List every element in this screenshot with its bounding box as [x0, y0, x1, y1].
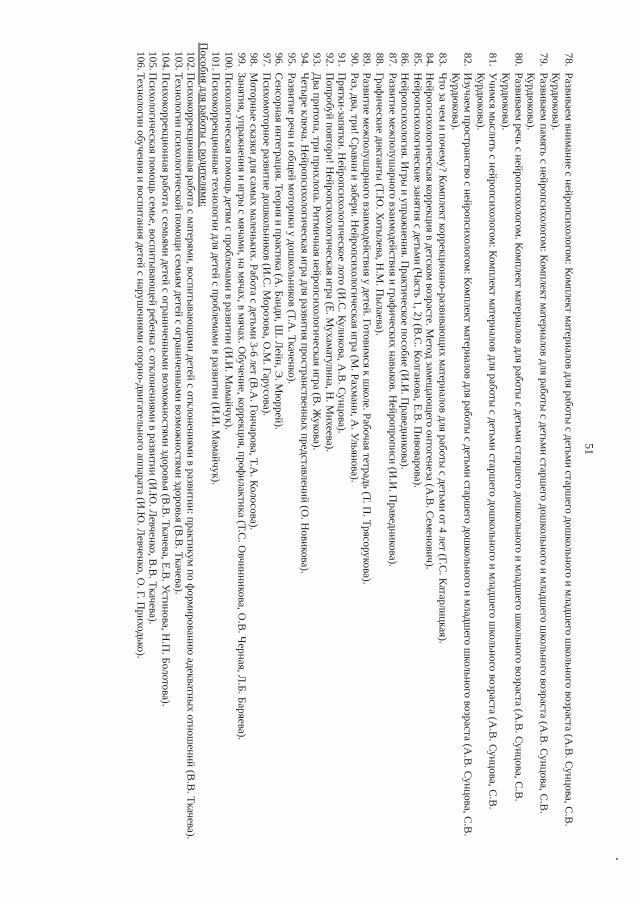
item-number: 99. [234, 52, 247, 66]
item-text: Развитие межполушарного взаимодействия и графических навыков. Нейропрописи (И.И. Праведникова). [385, 72, 398, 567]
item-text: Что за чем и почему? Комплект коррекционно-развивающих материалов для работы с детьми от 4 лет (Г.С. Катарлицкая). [436, 72, 449, 644]
item-number: 94. [297, 52, 310, 66]
item-text: Нейропсихологические занятия с детьми (Часть 1, 2) (В.С. Колганова, Е.В. Пивоварова). [410, 72, 423, 488]
list-item [435, 42, 448, 855]
item-text: Два притопа, три прихлопа. Ритмичная нейропсихологическая игра (В. Жукова). [310, 72, 323, 450]
list-item [524, 42, 549, 855]
item-text: Моторные сказки для самых маленьких. Работа с детьми 3-6 лет (В.А. Гончарова, Т.А. Колосова). [247, 72, 260, 530]
list-item [310, 42, 323, 855]
item-text: Психокоррекционная работа с семьями детей с ограниченными возможностями здоровья (В.В. Ткачева, Е.В. Устинова, Н.П. Болотова). [159, 72, 171, 706]
scan-speck [616, 858, 618, 860]
item-number: 79. [536, 52, 549, 66]
item-text: Технологии психологической помощи семьям детей с ограниченными возможностями здоровья (В.В. Ткачева). [171, 72, 184, 595]
rotated-page [40, 36, 600, 861]
item-text: Попробуй повтори! Нейропсихологическая игра (Е. Мухаматулина, Н. Михеева). [322, 72, 335, 452]
item-number: 96. [272, 52, 285, 66]
item-number: 81. [486, 52, 499, 66]
list-item [423, 42, 436, 855]
item-number: 88. [373, 52, 386, 66]
list-item [549, 42, 574, 855]
list-item [448, 42, 473, 855]
item-text: Изучаем пространство с нейропсихологом: Комплект материалов для работы с детьми старшего дошкольного и младшего школьного возраста (А.В. Сунцова, С.В. Курдюкова). [448, 72, 474, 836]
item-number: 90. [347, 52, 360, 66]
list-item [171, 42, 184, 855]
list-item [133, 42, 146, 855]
list-item [247, 42, 260, 855]
item-number: 105. [146, 50, 159, 70]
item-text: Психокоррекционные технологии для детей с проблемами в развитии (И.И. Мамайчук). [209, 72, 222, 485]
item-number: 84. [423, 52, 436, 66]
item-text: Нейропсихология. Игры и упражнения. Практическое пособие (И.И. Праведникова). [398, 72, 411, 469]
list-item [158, 42, 171, 855]
section-heading-parents: Пособия для работы с родителями: [196, 42, 209, 207]
list-item [272, 42, 285, 855]
item-number: 82. [461, 52, 474, 66]
list-item [385, 42, 398, 855]
item-number: 106. [133, 50, 146, 70]
item-number: 97. [259, 52, 272, 66]
list-item [360, 42, 373, 855]
item-text: Технологии обучения и воспитания детей с нарушениями опорно-двигательного аппарата (И.Ю. Левченко, О. Г. Приходько). [133, 72, 146, 659]
item-number: 87. [385, 52, 398, 66]
item-number: 78. [562, 52, 574, 66]
item-text: Четыре ключа. Нейропсихологическая игра для развития пространственных представлений (О. Новикова). [297, 72, 310, 574]
item-number: 104. [159, 50, 171, 70]
list-item [473, 42, 498, 855]
item-number: 83. [436, 52, 449, 66]
item-number: 98. [247, 52, 260, 66]
list-item [335, 42, 348, 855]
literature-list [209, 42, 574, 855]
item-text: Графические диктанты (Т.Ю. Хотылева, Н.М. Пылаева). [373, 72, 386, 336]
list-item [184, 42, 197, 855]
reference-list [133, 42, 574, 855]
item-number: 101. [209, 50, 222, 70]
item-text: Развиваем память с нейропсихологом: Комплект материалов для работы с детьми старшего дошкольного и младшего школьного возраста (А.В. Сунцова, С.В. Курдюкова). [524, 72, 549, 814]
list-item [373, 42, 386, 855]
item-text: Развитие межполушарного взаимодействия у детей. Готовимся к школе. Рабочая тетрадь (Т. П. Трясорукова). [360, 72, 373, 584]
item-number: 102. [184, 50, 197, 70]
item-text: Психомоторное развитие дошкольников (И.С. Морозова, О.М. Гарусова). [259, 72, 272, 416]
list-item [146, 42, 159, 855]
list-item [221, 42, 234, 855]
list-item [410, 42, 423, 855]
item-text: Раз, два, три! Сравни и забери. Нейропсихологическая игра (М. Рахмани, А. Ульянова). [347, 72, 360, 483]
parents-literature-list [133, 42, 196, 855]
list-item [297, 42, 310, 855]
item-number: 93. [310, 52, 323, 66]
item-number: 89. [360, 52, 373, 66]
item-number: 100. [221, 50, 234, 70]
list-item [259, 42, 272, 855]
list-item [322, 42, 335, 855]
item-number: 85. [410, 52, 423, 66]
item-number: 86. [398, 52, 411, 66]
item-text: Нейропсихологическая коррекция в детском возрасте. Метод замещающего онтогенеза (А.В. Семенович). [423, 72, 436, 569]
item-text: Развиваем речь с нейропсихологом. Комплект материалов для работы с детьми старшего дошкольного и младшего школьного возраста (А.В. Сунцова, С.В. Курдюкова). [499, 72, 524, 801]
list-item [209, 42, 222, 855]
item-text: Занятия, упражнения и игры с мячами, на мячах, в мячах. Обучение, коррекция, профилактика (Т.С. Овчинникова, О.В. Черная, Л.Б. Баряева). [234, 72, 247, 740]
list-item [234, 42, 247, 855]
item-text: Психологическая помощь семье, воспитывающей ребенка с отклонениями в развитии (И.Ю. Левченко, В.В. Ткачева). [146, 72, 159, 624]
list-item [284, 42, 297, 855]
item-text: Учимся мыслить с нейропсихологом: Комплект материалов для работы с детьми старшего дошкольного и младшего школьного возраста (А.В. Сунцова, С.В. Курдюкова). [473, 72, 499, 809]
list-item [347, 42, 360, 855]
item-number: 92. [322, 52, 335, 66]
item-text: Прятки-запятки. Нейропсихологическое лото (И.С. Куликова, А.В. Сунцова). [335, 72, 348, 433]
item-number: 91. [335, 52, 348, 66]
item-number: 103. [171, 50, 184, 70]
list-item [498, 42, 523, 855]
item-text: Развитие речи и общей моторики у дошкольников (Т.А. Ткаченко). [284, 72, 297, 384]
item-number: 95. [284, 52, 297, 66]
page-number: 51 [582, 442, 594, 455]
item-text: Развиваем внимание с нейропсихологом: Комплект материалов для работы с детьми старшего дошкольного и младшего школьного возраста (А.В. Сунцова, С.В. Курдюкова). [549, 72, 574, 826]
item-text: Психологическая помощь детям с проблемами в развитии (И.И. Мамайчук). [221, 72, 234, 430]
item-number: 80. [511, 52, 524, 66]
item-text: Психокоррекционная работа с матерями, воспитывающими детей с отклонениями в развитии: практикум по формированию адекватных отношений (В.В. Ткачева). [184, 72, 197, 839]
list-item [398, 42, 411, 855]
item-text: Сенсорная интеграция. Теория и практика (А. Банди, Ш. Лейн, Э. Мюррей). [272, 72, 285, 430]
